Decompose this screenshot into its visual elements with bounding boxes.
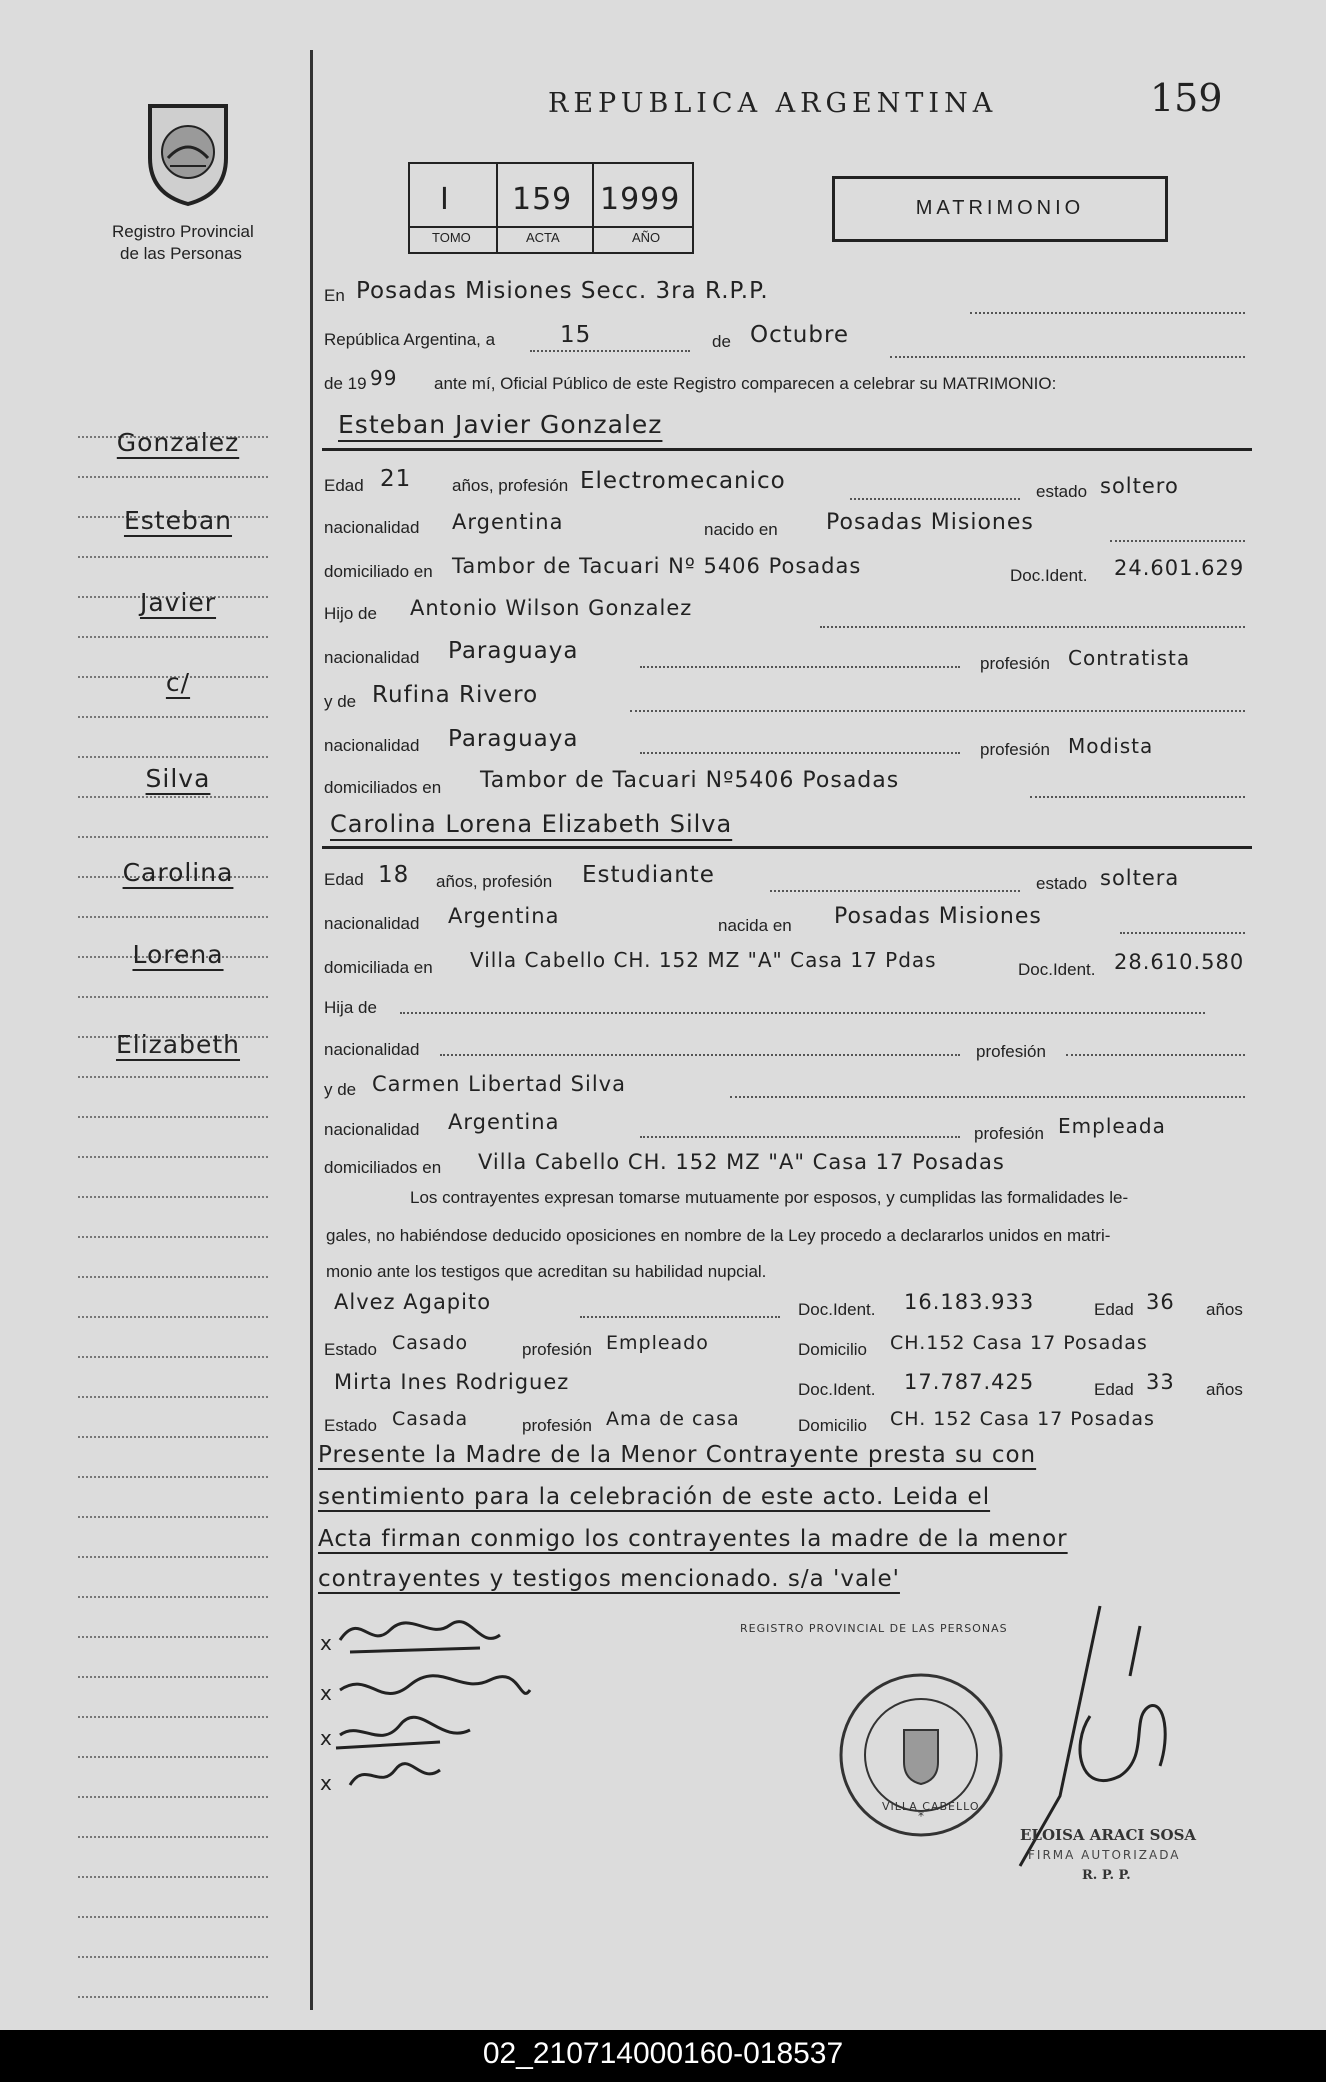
groom-domiciliados-label: domiciliados en (324, 778, 442, 797)
groom-doc-label: Doc.Ident. (1010, 566, 1088, 585)
bride-parents-address: Villa Cabello CH. 152 MZ "A" Casa 17 Posadas (478, 1150, 1005, 1174)
groom-civil-status: soltero (1100, 474, 1179, 498)
witness1-doc-number: 16.183.933 (904, 1290, 1035, 1314)
witness2-name: Mirta Ines Rodriguez (334, 1370, 570, 1394)
groom-doc-number: 24.601.629 (1114, 556, 1245, 580)
bride-mother-nacionalidad-label: nacionalidad (324, 1120, 420, 1139)
margin-name-first: Esteban (123, 506, 233, 535)
document-type-box (832, 176, 1168, 242)
margin-line (78, 1156, 268, 1158)
registry-name-line1: Registro Provincial (112, 222, 254, 241)
margin-line (78, 1436, 268, 1438)
witness2-doc-number: 17.787.425 (904, 1370, 1035, 1394)
witness1-age: 36 (1146, 1290, 1175, 1314)
document-type: MATRIMONIO (915, 197, 1085, 219)
witness1-anos-label: años (1206, 1300, 1243, 1319)
bride-nacida-label: nacida en (718, 916, 792, 935)
bride-doc-label: Doc.Ident. (1018, 960, 1096, 979)
bride-civil-status: soltera (1100, 866, 1180, 890)
day-value: 15 (560, 322, 592, 348)
groom-mother-nacionalidad-label: nacionalidad (324, 736, 420, 755)
record-reference-box (408, 162, 694, 254)
month-value: Octubre (750, 322, 850, 348)
groom-profession: Electromecanico (580, 468, 786, 494)
margin-name-second: Javier (139, 588, 217, 617)
margin-line (78, 556, 268, 558)
witness2-domicilio: CH. 152 Casa 17 Posadas (890, 1408, 1155, 1430)
groom-y-de-label: y de (324, 692, 357, 711)
bride-nacionalidad-label: nacionalidad (324, 914, 420, 933)
groom-age: 21 (380, 466, 412, 492)
note-line-3: Acta firman conmigo los contrayentes la madre de la menor (318, 1526, 1068, 1552)
ano-label: AÑO (632, 230, 661, 245)
margin-line (78, 1916, 268, 1918)
groom-edad-label: Edad (324, 476, 364, 495)
bride-profession: Estudiante (582, 862, 715, 888)
witness1-doc-label: Doc.Ident. (798, 1300, 876, 1319)
groom-birthplace: Posadas Misiones (826, 510, 1034, 535)
margin-line (78, 756, 268, 758)
republica-label: República Argentina, a (324, 330, 496, 349)
margin-line (78, 1756, 268, 1758)
groom-father-name: Antonio Wilson Gonzalez (410, 596, 693, 620)
witness1-domicilio: CH.152 Casa 17 Posadas (890, 1332, 1148, 1354)
witness1-estado-label: Estado (324, 1340, 377, 1359)
margin-name-bride-first: Carolina (122, 858, 234, 887)
witness2-doc-label: Doc.Ident. (798, 1380, 876, 1399)
year-suffix: 99 (370, 366, 398, 390)
registry-name-line2: de las Personas (120, 244, 242, 263)
official-office: R. P. P. (1082, 1868, 1131, 1883)
witness2-profession: Ama de casa (606, 1408, 740, 1430)
groom-parents-address: Tambor de Tacuari Nº5406 Posadas (480, 768, 900, 793)
witness1-profesion-label: profesión (522, 1340, 592, 1359)
bride-father-profesion-label: profesión (976, 1042, 1046, 1061)
margin-line (78, 1236, 268, 1238)
margin-line (78, 1516, 268, 1518)
witness2-domicilio-label: Domicilio (798, 1416, 867, 1435)
margin-line (78, 1356, 268, 1358)
groom-nationality: Argentina (452, 510, 564, 534)
bride-mother-profession: Empleada (1058, 1114, 1166, 1138)
margin-line (78, 796, 268, 798)
margin-line (78, 1476, 268, 1478)
groom-domiciliado-label: domiciliado en (324, 562, 433, 581)
bride-estado-label: estado (1036, 874, 1088, 893)
margin-name-bride-second: Lorena (132, 940, 224, 969)
margin-line (78, 916, 268, 918)
formal-text-line3: monio ante los testigos que acreditan su habilidad nupcial. (326, 1262, 767, 1281)
margin-line (78, 836, 268, 838)
margin-line (78, 1196, 268, 1198)
groom-father-profession: Contratista (1068, 646, 1191, 670)
groom-mother-name: Rufina Rivero (372, 682, 539, 708)
margin-line (78, 1716, 268, 1718)
bride-doc-number: 28.610.580 (1114, 950, 1245, 974)
margin-line (78, 996, 268, 998)
tomo-label: TOMO (432, 230, 471, 245)
note-line-1: Presente la Madre de la Menor Contrayente presta su con (318, 1442, 1037, 1468)
margin-line (78, 1676, 268, 1678)
province-seal-icon (140, 98, 236, 208)
groom-nacido-label: nacido en (704, 520, 778, 539)
note-line-2: sentimiento para la celebración de este acto. Leida el (318, 1484, 991, 1510)
official-name: ELOISA ARACI SOSA (1020, 1826, 1197, 1844)
margin-line (78, 1796, 268, 1798)
acta-value: 159 (512, 182, 573, 217)
groom-address: Tambor de Tacuari Nº 5406 Posadas (452, 554, 862, 578)
groom-mother-nationality: Paraguaya (448, 726, 579, 752)
margin-line (78, 716, 268, 718)
margin-line (78, 1636, 268, 1638)
margin-line (78, 1996, 268, 1998)
margin-line (78, 1116, 268, 1118)
witness1-name: Alvez Agapito (334, 1290, 492, 1314)
bride-nationality: Argentina (448, 904, 560, 928)
groom-mother-profession: Modista (1068, 734, 1154, 758)
bride-full-name: Carolina Lorena Elizabeth Silva (330, 810, 733, 838)
witness1-profession: Empleado (606, 1332, 709, 1354)
svg-text:*: * (918, 1809, 924, 1823)
margin-name-connector: c/ (165, 668, 191, 697)
witness1-domicilio-label: Domicilio (798, 1340, 867, 1359)
svg-text:x: x (320, 1771, 332, 1795)
tomo-value: I (440, 182, 450, 217)
bride-birthplace: Posadas Misiones (834, 904, 1042, 929)
groom-anos-label: años, profesión (452, 476, 569, 495)
stamp-ring-text: REGISTRO PROVINCIAL DE LAS PERSONAS (740, 1622, 1008, 1635)
margin-name-bride-surname: Silva (145, 764, 211, 793)
witness2-civil-status: Casada (392, 1408, 469, 1430)
formal-text-line1: Los contrayentes expresan tomarse mutuamente por esposos, y cumplidas las formalidades le- (410, 1188, 1129, 1207)
bride-age: 18 (378, 862, 410, 888)
signatures-group (310, 1610, 570, 1830)
margin-line (78, 476, 268, 478)
groom-father-nationality: Paraguaya (448, 638, 579, 664)
bride-y-de-label: y de (324, 1080, 357, 1099)
en-label: En (324, 286, 345, 305)
de19-label: de 19 (324, 374, 367, 393)
margin-line (78, 636, 268, 638)
groom-mother-profesion-label: profesión (980, 740, 1050, 759)
witness2-edad-label: Edad (1094, 1380, 1134, 1399)
bride-anos-label: años, profesión (436, 872, 553, 891)
bride-mother-nationality: Argentina (448, 1110, 560, 1134)
margin-line (78, 1316, 268, 1318)
intro-text: ante mí, Oficial Público de este Registro comparecen a celebrar su MATRIMONIO: (434, 374, 1057, 393)
de-label: de (712, 332, 731, 351)
bride-hija-label: Hija de (324, 998, 377, 1017)
place-value: Posadas Misiones Secc. 3ra R.P.P. (356, 278, 769, 304)
bride-edad-label: Edad (324, 870, 364, 889)
bride-domiciliada-label: domiciliada en (324, 958, 433, 977)
margin-name-surname: Gonzalez (116, 428, 240, 457)
margin-line (78, 1956, 268, 1958)
margin-line (78, 1836, 268, 1838)
groom-full-name: Esteban Javier Gonzalez (338, 410, 663, 439)
ano-value: 1999 (600, 182, 681, 217)
margin-line (78, 1556, 268, 1558)
margin-line (78, 1596, 268, 1598)
note-line-4: contrayentes y testigos mencionado. s/a 'vale' (318, 1566, 900, 1592)
bride-mother-name: Carmen Libertad Silva (372, 1072, 626, 1096)
groom-estado-label: estado (1036, 482, 1088, 501)
witness2-estado-label: Estado (324, 1416, 377, 1435)
bride-mother-profesion-label: profesión (974, 1124, 1044, 1143)
svg-text:x: x (320, 1726, 332, 1750)
witness2-profesion-label: profesión (522, 1416, 592, 1435)
witness1-edad-label: Edad (1094, 1300, 1134, 1319)
formal-text-line2: gales, no habiéndose deducido oposiciones en nombre de la Ley procedo a declararlos unidos en matri- (326, 1226, 1111, 1245)
page-number: 159 (1150, 76, 1223, 120)
witness2-age: 33 (1146, 1370, 1175, 1394)
bride-address: Villa Cabello CH. 152 MZ "A" Casa 17 Pdas (470, 948, 937, 972)
witness1-civil-status: Casado (392, 1332, 469, 1354)
margin-line (78, 1396, 268, 1398)
stamp-inner-text: VILLA CABELLO (882, 1800, 980, 1813)
country-title: REPUBLICA ARGENTINA (548, 88, 998, 119)
svg-text:x: x (320, 1631, 332, 1655)
groom-father-profesion-label: profesión (980, 654, 1050, 673)
image-code: 02_210714000160-018537 (482, 2037, 844, 2070)
bride-father-nacionalidad-label: nacionalidad (324, 1040, 420, 1059)
margin-line (78, 1876, 268, 1878)
official-title: FIRMA AUTORIZADA (1028, 1848, 1181, 1862)
groom-nacionalidad-label: nacionalidad (324, 518, 420, 537)
margin-line (78, 1076, 268, 1078)
acta-label: ACTA (526, 230, 560, 245)
margin-name-bride-third: Elizabeth (115, 1030, 241, 1059)
witness2-anos-label: años (1206, 1380, 1243, 1399)
svg-text:x: x (320, 1681, 332, 1705)
margin-line (78, 1276, 268, 1278)
bride-domiciliados-label: domiciliados en (324, 1158, 442, 1177)
groom-father-nacionalidad-label: nacionalidad (324, 648, 420, 667)
groom-hijo-label: Hijo de (324, 604, 377, 623)
